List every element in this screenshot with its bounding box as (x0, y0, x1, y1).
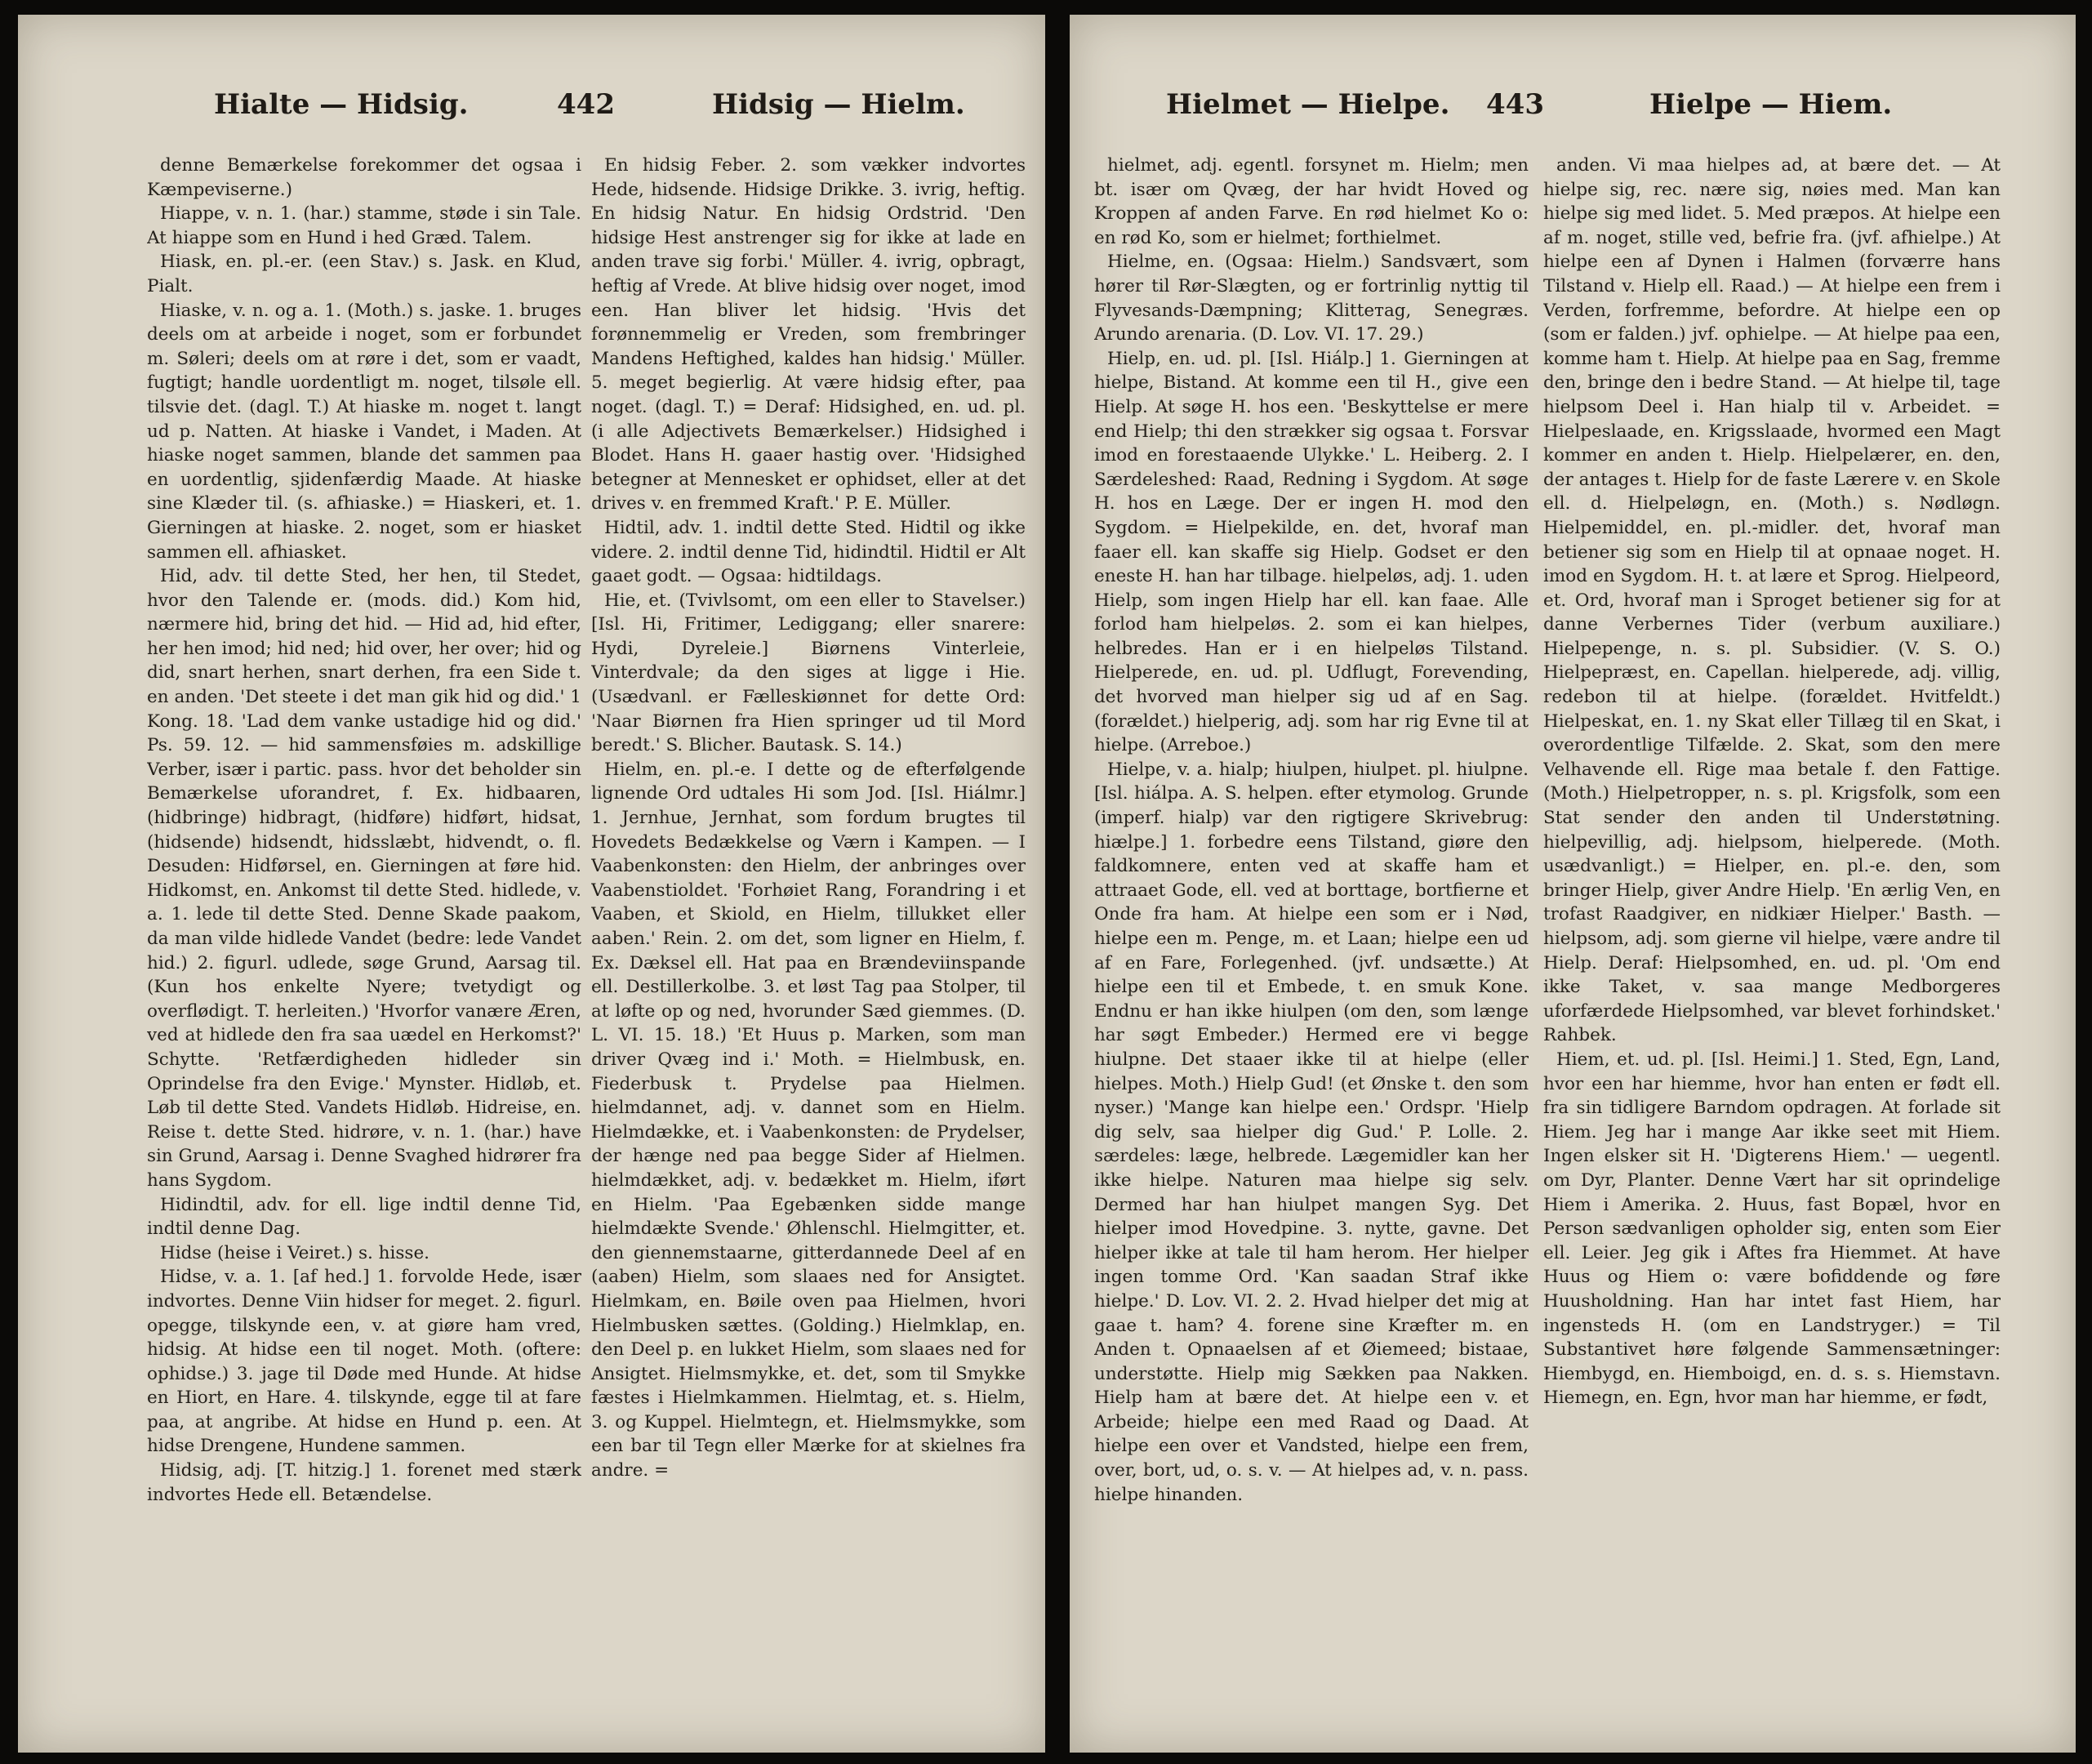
entry-paragraph: Hiappe, v. n. 1. (har.) stamme, støde i sin Tale. At hiappe som en Hund i hed Græd. Talem. (147, 203, 581, 248)
entry-paragraph: Hielm, en. pl.-e. I dette og de efterfølgende lignende Ord udtales Hi som Jod. [Isl. Hiálmr.] 1. Jernhue, Jernhat, som fordum brugtes til Hovedets Bedækkelse og Værn i Kampen. — I Vaabenkonsten: den Hielm, der anbringes over Vaabenstioldet. 'Forhøiet Rang, Forandring i et Vaaben, et Skiold, en Hielm, tillukket eller aaben.' Rein. 2. om det, som ligner en Hielm, f. Ex. Dæksel ell. Hat paa en Brændeviinspande ell. Destillerkolbe. 3. et løst Tag paa Stolper, til at løfte op og ned, hvorunder Sæd giemmes. (D. L. VI. 15. 18.) 'Et Huus p. Marken, som man driver Qvæg ind i.' Moth. = Hielmbusk, en. Fiederbusk t. Prydelse paa Hielmen. hielmdannet, adj. v. dannet som en Hielm. Hielmdække, et. i Vaabenkonsten: de Prydelser, der hænge ned paa begge Sider af Hielmen. hielmdækket, adj. v. bedækket m. Hielm, iført en Hielm. 'Paa Egebænken sidde mange hielmdækte Svende.' Øhlenschl. Hielmgitter, et. den giennemstaarne, gitterdannede Deel af en (aaben) Hielm, som slaaes ned for Ansigtet. Hielmkam, en. Bøile oven paa Hielmen, hvori Hielmbusken sættes. (Golding.) Hielmklap, en. den Deel p. en lukket Hielm, som slaaes ned for Ansigtet. Hielmsmykke, et. det, som til Smykke fæstes i Hielmkammen. Hielmtag, et. s. Hielm, 3. og Kuppel. Hielmtegn, et. Hielmsmykke, som een bar til Tegn eller Mærke for at skielnes fra andre. = (591, 759, 1026, 1481)
right-page-column-2 (1543, 154, 2001, 1640)
entry-paragraph: Hie, et. (Tvivlsomt, om een eller to Stavelser.) [Isl. Hi, Fritimer, Lediggang; eller snarere: Hydi, Dyreleie.] Biørnens Vinterleie, Vinterdvale; da den siges at ligge i Hie. (Usædvanl. er Fælleskiønnet for dette Ord: 'Naar Biørnen fra Hien springer ud til Mord beredt.' S. Blicher. Bautask. S. 14.) (591, 590, 1026, 756)
right-page-header (1070, 88, 2076, 137)
entry-paragraph: Hidse (heise i Veiret.) s. hisse. (160, 1242, 430, 1263)
left-page-column-1 (147, 154, 581, 1640)
entry-paragraph: Hidindtil, adv. for ell. lige indtil denne Tid, indtil denne Dag. (147, 1194, 581, 1240)
entry-paragraph: Hiaske, v. n. og a. 1. (Moth.) s. jaske. 1. bruges deels om at arbeide i noget, som er forbundet m. Søleri; deels om at røre i det, som er vaadt, fugtigt; handle uordentligt m. noget, tilsøle ell. tilsvie det. (dagl. T.) At hiaske m. noget t. langt ud p. Natten. At hiaske i Vandet, i Maden. At hiaske noget sammen, blande det sammen paa en uordentlig, sjidenfærdig Maade. At hiaske sine Klæder til. (s. afhiaske.) = Hiaskeri, et. 1. Gierningen at hiaske. 2. noget, som er hiasket sammen ell. afhiasket. (147, 300, 581, 563)
right-guide-word-end: Hielpe — Hiem. (1649, 88, 1893, 121)
entry-paragraph: Hidtil, adv. 1. indtil dette Sted. Hidtil og ikke videre. 2. indtil denne Tid, hidindtil. Hidtil er Alt gaaet godt. — Ogsaa: hidtildags. (591, 517, 1026, 587)
entry-paragraph: Hid, adv. til dette Sted, her hen, til Stedet, hvor den Talende er. (mods. did.) Kom hid, nærmere hid, bring det hid. — Hid ad, hid efter, her hen imod; hid ned; hid over, her over; hid og did, snart herhen, snart derhen, fra een Side t. en anden. 'Det steete i det man gik hid og did.' 1 Kong. 18. 'Lad dem vanke ustadige hid og did.' Ps. 59. 12. — hid sammensføies m. adskillige Verber, især i partic. pass. hvor det beholder sin Bemærkelse uforandret, f. Ex. hidbaaren, (hidbringe) hidbragt, (hidføre) hidført, hidsat, (hidsende) hidsendt, hidsslæbt, hidvendt, o. fl. Desuden: Hidførsel, en. Gierningen at føre hid. Hidkomst, en. Ankomst til dette Sted. hidlede, v. a. 1. lede til dette Sted. Denne Skade paakom, da man vilde hidlede Vandet (bedre: lede Vandet hid.) 2. figurl. udlede, søge Grund, Aarsag til. (Kun hos enkelte Nyere; tvetydigt og overflødigt. T. herleiten.) 'Hvorfor vanære Æren, ved at hidlede den fra saa uædel en Herkomst?' Schytte. 'Retfærdigheden hidleder sin Oprindelse fra den Evige.' Mynster. Hidløb, et. Løb til dette Sted. Vandets Hidløb. Hidreise, en. Reise t. dette Sted. hidrøre, v. n. 1. (har.) have sin Grund, Aarsag i. Denne Svaghed hidrører fra hans Sygdom. (147, 566, 581, 1191)
right-page-number: 443 (1486, 88, 1544, 121)
entry-paragraph: En hidsig Feber. 2. som vækker indvortes Hede, hidsende. Hidsige Drikke. 3. ivrig, heftig. En hidsig Natur. En hidsig Ordstrid. 'Den hidsige Hest anstrenger sig for ikke at lade en anden trave sig forbi.' Müller. 4. ivrig, opbragt, heftig af Vrede. At blive hidsig over noget, imod een. Han bliver let hidsig. 'Hvis det forønnemmelig er Vreden, som frembringer Mandens Heftighed, kaldes han hidsig.' Müller. 5. meget begierlig. At være hidsig efter, paa noget. (dagl. T.) = Deraf: Hidsighed, en. ud. pl. (i alle Adjectivets Bemærkelser.) Hidsighed i Blodet. Hans H. gaaer hastig over. 'Hidsighed betegner at Mennesket er ophidset, eller at det drives v. en fremmed Kraft.' P. E. Müller. (591, 155, 1026, 514)
entry-paragraph: hielmet, adj. egentl. forsynet m. Hielm; men bt. især om Qvæg, der har hvidt Hoved og Kroppen af anden Farve. En rød hielmet Ko o: en rød Ko, som er hielmet; forthielmet. (1094, 155, 1529, 248)
right-page-column-1 (1094, 154, 1529, 1640)
entry-paragraph: Hielme, en. (Ogsaa: Hielm.) Sandsvært, som hører til Rør-Slægten, og er fortrinlig nyttig til Flyvesands-Dæmpning; Klitteтag, Senegræs. Arundo arenaria. (D. Lov. VI. 17. 29.) (1094, 252, 1529, 345)
entry-paragraph: Hielp, en. ud. pl. [Isl. Hiálp.] 1. Gierningen at hielpe, Bistand. At komme een til H., give een Hielp. At søge H. hos een. 'Beskyttelse er mere end Hielp; thi den strækker sig ogsaa t. Forsvar imod en forestaaende Ulykke.' L. Heiberg. 2. I Særdeleshed: Raad, Redning i Sygdom. At søge H. hos en Læge. Der er ingen H. mod den Sygdom. = Hielpekilde, en. det, hvoraf man faaer ell. kan skaffe sig Hielp. Godset er den eneste H. han har tilbage. hielpeløs, adj. 1. uden Hielp, som ingen Hielp har ell. kan faae. Alle forlod ham hielpeløs. 2. som ei kan hielpes, helbredes. Han er i en hielpeløs Tilstand. Hielperede, en. ud. pl. Udflugt, Forevending, det hvorved man hielper sig ud af en Sag. (forældet.) hielperig, adj. som har rig Evne til at hielpe. (Arreboe.) (1094, 348, 1529, 756)
entry-paragraph: anden. Vi maa hielpes ad, at bære det. — At hielpe sig, rec. nære sig, nøies med. Man kan hielpe sig med lidet. 5. Med præpos. At hielpe een af m. noget, stille ved, befrie fra. (jvf. afhielpe.) At hielpe een af Dynen i Halmen (forværre hans Tilstand v. Hielp ell. Raad.) — At hielpe een frem i Verden, forfremme, befordre. At hielpe een op (som er falden.) jvf. ophielpe. — At hielpe paa een, komme ham t. Hielp. At hielpe paa en Sag, fremme den, bringe den i bedre Stand. — At hielpe til, tage hielpsom Deel i. Han hialp til v. Arbeidet. = Hielpeslaade, en. Krigsslaade, hvormed een Magt kommer en anden t. Hielp. Hielpelærer, en. den, der antages t. Hielp for de faste Lærere v. en Skole ell. d. Hielpeløgn, en. (Moth.) s. Nødløgn. Hielpemiddel, en. pl.-midler. det, hvoraf man betiener sig som en Hielp til at opnaae noget. H. imod en Sygdom. H. t. at lære et Sprog. Hielpeord, et. Ord, hvoraf man i Sproget betiener sig for at danne Verbernes Tider (verbum auxiliare.) Hielpepenge, n. s. pl. Subsidier. (V. S. O.) Hielpepræst, en. Capellan. hielperede, adj. villig, redebon til at hielpe. (forældet. Hvitfeldt.) Hielpeskat, en. 1. ny Skat eller Tillæg til en Skat, i overordentlige Tilfælde. 2. Skat, som den mere Velhavende ell. Rige maa betale f. den Fattige. (Moth.) Hielpetropper, n. s. pl. Krigsfolk, som een Stat sender den anden til Understøtning. hielpevillig, adj. hielpsom, hielperede. (Moth. usædvanligt.) = Hielper, en. pl.-e. den, som bringer Hielp, giver Andre Hielp. 'En ærlig Ven, en trofast Raadgiver, en nidkiær Hielper.' Basth. — hielpsom, adj. som gierne vil hielpe, være andre til Hielp. Deraf: Hielpsomhed, en. ud. pl. 'Om end ikke Taket, v. saa mange Medborgeres uforfærdede Hielpsomhed, var blevet forhindsket.' Rahbek. (1543, 155, 2001, 1046)
left-guide-word-start: Hialte — Hidsig. (214, 88, 469, 121)
right-page (1070, 15, 2076, 1753)
book-gutter (1045, 0, 1070, 1764)
left-page-column-2 (591, 154, 1026, 1640)
left-page-number: 442 (557, 88, 615, 121)
left-guide-word-end: Hidsig — Hielm. (712, 88, 965, 121)
left-page-header (18, 88, 1045, 137)
right-guide-word-start: Hielmet — Hielpe. (1166, 88, 1450, 121)
entry-paragraph: Hielpe, v. a. hialp; hiulpen, hiulpet. pl. hiulpne. [Isl. hiálpa. A. S. helpen. efter etymolog. Grunde (imperf. hialp) var den rigtigere Skrivebrug: hiælpe.] 1. forbedre eens Tilstand, giøre den faldkomnere, enten ved at skaffe ham et attraaet Gode, ell. ved at borttage, bortfierne et Onde fra ham. At hielpe een som er i Nød, hielpe een m. Penge, m. et Laan; hielpe een ud af en Fare, Forlegenhed. (jvf. undsætte.) At hielpe een til et Embede, t. en smuk Kone. Endnu er han ikke hiulpen (om den, som længe har søgt Embeder.) Hermed ere vi begge hiulpne. Det staaer ikke til at hielpe (eller hielpes. Moth.) Hielp Gud! (et Ønske t. den som nyser.) 'Mange kan hielpe een.' Ordspr. 'Hielp dig selv, saa hielper dig Gud.' P. Lolle. 2. særdeles: læge, helbrede. Lægemidler kan her ikke hielpe. Naturen maa hielpe sig selv. Dermed har han hiulpet mangen Syg. Det hielper imod Hovedpine. 3. nytte, gavne. Det hielper ikke at tale til ham herom. Her hielper ingen tomme Ord. 'Kan saadan Straf ikke hielpe.' D. Lov. VI. 2. 2. Hvad hielper det mig at gaae t. ham? 4. forene sine Kræfter m. en Anden t. Opnaaelsen af et Øiemeed; bistaae, understøtte. Hielp mig Sækken paa Nakken. Hielp ham at bære det. At hielpe een v. et Arbeide; hielpe een med Raad og Daad. At hielpe een over et Vandsted, hielpe een frem, over, bort, ud, o. s. v. — At hielpes ad, v. n. pass. hielpe hinanden. (1094, 759, 1529, 1505)
left-page (18, 15, 1045, 1753)
entry-paragraph: Hidse, v. a. 1. [af hed.] 1. forvolde Hede, især indvortes. Denne Viin hidser for meget. 2. figurl. opegge, tilskynde een, v. at giøre ham vred, hidsig. At hidse een til noget. Moth. (oftere: ophidse.) 3. jage til Døde med Hunde. At hidse en Hiort, en Hare. 4. tilskynde, egge til at fare paa, at angribe. At hidse en Hund p. een. At hidse Drengene, Hundene sammen. (147, 1267, 581, 1457)
entry-paragraph: Hiem, et. ud. pl. [Isl. Heimi.] 1. Sted, Egn, Land, hvor een har hiemme, hvor han enten er født ell. fra sin tidligere Barndom opdragen. At forlade sit Hiem. Jeg har i mange Aar ikke seet mit Hiem. Ingen elsker sit H. 'Digterens Hiem.' — uegentl. om Dyr, Planter. Denne Vært har sit oprindelige Hiem i Amerika. 2. Huus, fast Bopæl, hvor en Person sædvanligen opholder sig, enten som Eier ell. Leier. Jeg gik i Aftes fra Hiemmet. At have Huus og Hiem o: være bofiddende og føre Huusholdning. Han har intet fast Hiem, har ingensteds H. (om en Landstryger.) = Til Substantivet høre følgende Sammensætninger: Hiembygd, en. Hiemboigd, en. d. s. s. Hiemstavn. Hiemegn, en. Egn, hvor man har hiemme, er født, (1543, 1049, 2001, 1409)
entry-paragraph: Hiask, en. pl.-er. (een Stav.) s. Jask. en Klud, Pialt. (147, 252, 581, 296)
entry-paragraph: Hidsig, adj. [T. hitzig.] 1. forenet med stærk indvortes Hede ell. Betændelse. (147, 1460, 581, 1505)
entry-paragraph: denne Bemærkelse forekommer det ogsaa i Kæmpeviserne.) (147, 155, 581, 200)
